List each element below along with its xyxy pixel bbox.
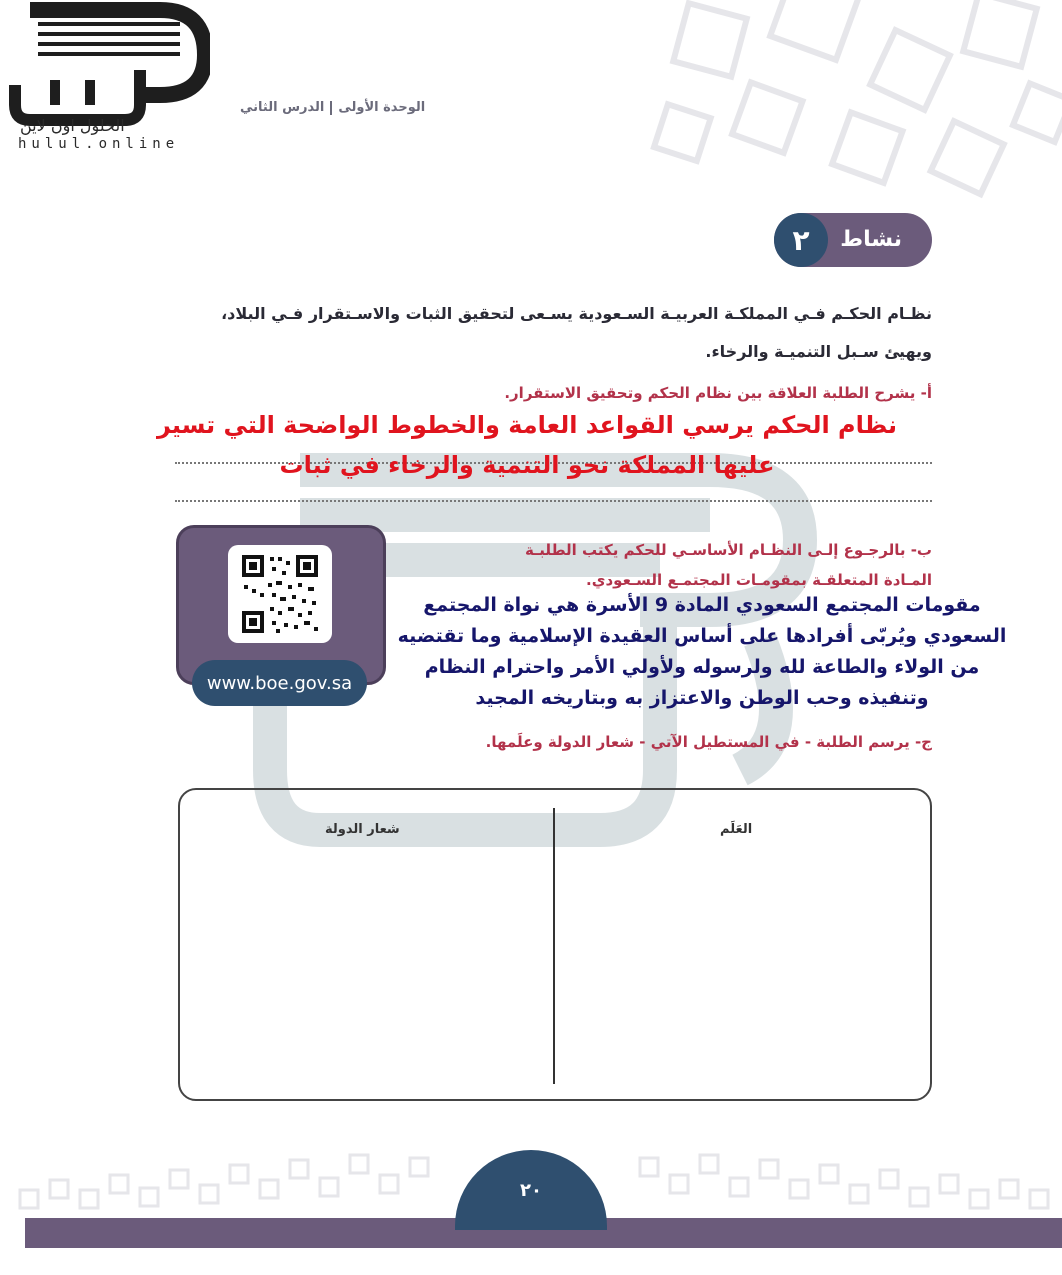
page-number: ٢٠ <box>520 1180 542 1201</box>
intro-paragraph <box>172 295 932 371</box>
header-separator <box>330 101 332 115</box>
question-b-prompt <box>432 535 932 595</box>
flag-label: العَلَم <box>720 822 753 837</box>
question-a-prompt: أ- يشرح الطلبة العلاقة بين نظام الحكم وتحقيق الاستقرار. <box>504 384 932 402</box>
unit-lesson-header <box>240 100 425 115</box>
qr-code-icon[interactable] <box>228 545 332 643</box>
logo-arabic-name: الحلول اون لاين <box>20 116 125 135</box>
intro-line-1: نظـام الحكـم فـي المملكـة العربيـة السـعودية يسـعى لتحقيق الثبات والاسـتقرار فـي البلاد، <box>221 304 932 323</box>
drawing-divider <box>553 808 555 1084</box>
question-b-answer: مقومات المجتمع السعودي المادة 9 الأسرة هي نواة المجتمع السعودي ويُربّى أفرادها على أساس العقيدة الإسلامية وما تقتضيه من الولاء والطاعة لله ولرسوله ولأولي الأمر واحترام النظام وتنفيذه وحب الوطن والاعتزاز به وبتاريخه المجيد <box>397 594 1007 709</box>
boe-url-link[interactable]: www.boe.gov.sa <box>192 660 367 706</box>
question-b-line-1: ب- بالرجـوع إلـى النظـام الأساسـي للحكم يكتب الطلبـة <box>524 541 932 559</box>
intro-line-2: ويهيئ سـبل التنميـة والرخاء. <box>705 342 932 361</box>
qr-code-frame <box>228 545 332 643</box>
emblem-label: شعار الدولة <box>325 822 400 837</box>
activity-number: ٢ <box>774 213 828 267</box>
logo-url: hulul.online <box>18 136 180 152</box>
question-c-prompt: ج- يرسم الطلبة - في المستطيل الآتي - شعار الدولة وعلَمها. <box>485 733 932 751</box>
drawing-rectangle[interactable] <box>178 788 932 1101</box>
question-b-line-2: المـادة المتعلقـة بمقومـات المجتمـع السـعودي. <box>586 571 932 589</box>
answer-line-2 <box>175 500 932 502</box>
unit-title: الوحدة الأولى <box>338 100 426 115</box>
activity-label: نشاط <box>840 227 902 252</box>
question-a-answer: نظام الحكم يرسي القواعد العامة والخطوط الواضحة التي تسير عليها المملكة نحو التنمية والرخاء في ثبات <box>156 411 898 479</box>
lesson-title: الدرس الثاني <box>240 100 325 115</box>
